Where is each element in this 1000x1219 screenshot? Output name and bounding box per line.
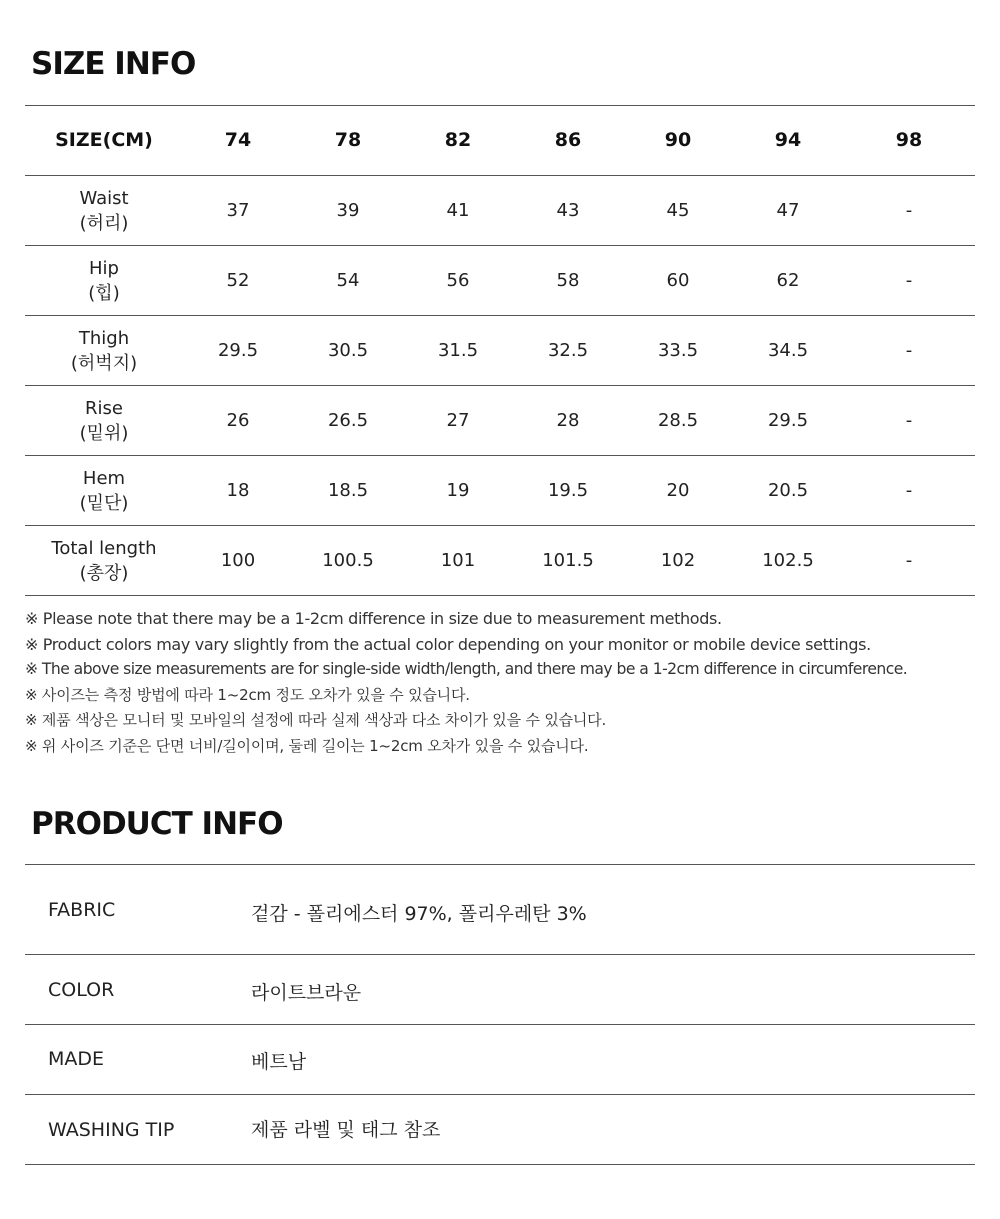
measurement-cell: 100.5 bbox=[293, 526, 403, 596]
table-row bbox=[25, 176, 975, 246]
measurement-cell: 19 bbox=[403, 456, 513, 526]
product-info-label: MADE bbox=[48, 1048, 105, 1070]
product-info-row-fabric bbox=[25, 865, 975, 955]
measurement-cell: 37 bbox=[183, 176, 293, 246]
measurement-cell: 28 bbox=[513, 386, 623, 456]
size-header-label: SIZE(CM) bbox=[25, 106, 183, 176]
row-label-ko: (밑단) bbox=[79, 492, 129, 514]
size-header-cell: 74 bbox=[183, 106, 293, 176]
product-info-value: 제품 라벨 및 태그 참조 bbox=[251, 1119, 441, 1141]
measurement-cell: 29.5 bbox=[183, 316, 293, 386]
product-info-row-washing-tip bbox=[25, 1095, 975, 1165]
measurement-cell: 41 bbox=[403, 176, 513, 246]
measurement-cell: 54 bbox=[293, 246, 403, 316]
measurement-cell: 19.5 bbox=[513, 456, 623, 526]
note-line: ※ Please note that there may be a 1-2cm difference in size due to measurement methods. bbox=[25, 609, 722, 628]
measurement-cell: 28.5 bbox=[623, 386, 733, 456]
measurement-cell: 34.5 bbox=[733, 316, 843, 386]
measurement-cell: - bbox=[843, 316, 975, 386]
note-line: ※ The above size measurements are for single-side width/length, and there may be a 1-2cm difference in circumference. bbox=[25, 660, 908, 678]
size-header-row bbox=[25, 106, 975, 176]
measurement-cell: - bbox=[843, 386, 975, 456]
measurement-cell: 27 bbox=[403, 386, 513, 456]
size-header-cell: 98 bbox=[843, 106, 975, 176]
note-line: ※ 사이즈는 측정 방법에 따라 1~2cm 정도 오차가 있을 수 있습니다. bbox=[25, 685, 470, 704]
size-header-cell: 78 bbox=[293, 106, 403, 176]
table-row bbox=[25, 386, 975, 456]
row-label-en: Total length bbox=[51, 537, 157, 559]
measurement-cell: 43 bbox=[513, 176, 623, 246]
measurement-cell: 18.5 bbox=[293, 456, 403, 526]
note-line: ※ Product colors may vary slightly from the actual color depending on your monitor or mobile device settings. bbox=[25, 634, 871, 654]
measurement-cell: - bbox=[843, 526, 975, 596]
product-info-title: PRODUCT INFO bbox=[31, 806, 283, 842]
measurement-cell: - bbox=[843, 176, 975, 246]
measurement-cell: - bbox=[843, 246, 975, 316]
product-info-label: COLOR bbox=[48, 979, 115, 1001]
size-header-cell: 94 bbox=[733, 106, 843, 176]
table-row bbox=[25, 456, 975, 526]
row-label-en: Hem bbox=[82, 467, 126, 489]
measurement-cell: 102 bbox=[623, 526, 733, 596]
row-label-ko: (허벅지) bbox=[70, 352, 138, 374]
measurement-cell: 60 bbox=[623, 246, 733, 316]
measurement-cell: 101.5 bbox=[513, 526, 623, 596]
measurement-cell: 26.5 bbox=[293, 386, 403, 456]
note-line: ※ 위 사이즈 기준은 단면 너비/길이이며, 둘레 길이는 1~2cm 오차가 있을 수 있습니다. bbox=[25, 736, 589, 755]
row-label bbox=[25, 316, 183, 386]
measurement-cell: 58 bbox=[513, 246, 623, 316]
size-header-cell: 90 bbox=[623, 106, 733, 176]
product-info-value: 겉감 - 폴리에스터 97%, 폴리우레탄 3% bbox=[251, 903, 587, 925]
measurement-cell: 20.5 bbox=[733, 456, 843, 526]
product-info-value: 베트남 bbox=[251, 1051, 307, 1073]
measurement-cell: 30.5 bbox=[293, 316, 403, 386]
row-label-en: Rise bbox=[85, 397, 123, 419]
measurement-cell: 29.5 bbox=[733, 386, 843, 456]
measurement-cell: 47 bbox=[733, 176, 843, 246]
measurement-cell: 20 bbox=[623, 456, 733, 526]
row-label-ko: (밑위) bbox=[79, 422, 129, 444]
measurement-cell: 62 bbox=[733, 246, 843, 316]
row-label bbox=[25, 246, 183, 316]
product-info-table bbox=[25, 864, 975, 1165]
measurement-cell: 26 bbox=[183, 386, 293, 456]
product-info-value: 라이트브라운 bbox=[251, 982, 362, 1004]
row-label-en: Thigh bbox=[78, 327, 130, 349]
row-label-en: Hip bbox=[89, 257, 119, 279]
table-row bbox=[25, 316, 975, 386]
product-info-row-color bbox=[25, 955, 975, 1025]
product-info-label: WASHING TIP bbox=[48, 1119, 175, 1141]
row-label bbox=[25, 456, 183, 526]
size-info-title: SIZE INFO bbox=[31, 46, 196, 82]
measurement-cell: 102.5 bbox=[733, 526, 843, 596]
row-label-ko: (허리) bbox=[79, 212, 129, 234]
size-header-cell: 86 bbox=[513, 106, 623, 176]
measurement-cell: 39 bbox=[293, 176, 403, 246]
measurement-cell: 100 bbox=[183, 526, 293, 596]
size-table bbox=[25, 105, 975, 596]
product-info-row-made bbox=[25, 1025, 975, 1095]
row-label-en: Waist bbox=[79, 187, 129, 209]
measurement-cell: - bbox=[843, 456, 975, 526]
measurement-cell: 56 bbox=[403, 246, 513, 316]
row-label bbox=[25, 386, 183, 456]
measurement-cell: 101 bbox=[403, 526, 513, 596]
row-label-ko: (총장) bbox=[79, 562, 129, 584]
size-notes bbox=[25, 606, 985, 759]
row-label bbox=[25, 526, 183, 596]
measurement-cell: 32.5 bbox=[513, 316, 623, 386]
row-label bbox=[25, 176, 183, 246]
note-line: ※ 제품 색상은 모니터 및 모바일의 설정에 따라 실제 색상과 다소 차이가 있을 수 있습니다. bbox=[25, 711, 607, 729]
table-row bbox=[25, 246, 975, 316]
measurement-cell: 33.5 bbox=[623, 316, 733, 386]
measurement-cell: 52 bbox=[183, 246, 293, 316]
measurement-cell: 31.5 bbox=[403, 316, 513, 386]
row-label-ko: (힙) bbox=[88, 282, 120, 304]
size-header-cell: 82 bbox=[403, 106, 513, 176]
product-info-label: FABRIC bbox=[48, 899, 116, 921]
measurement-cell: 18 bbox=[183, 456, 293, 526]
measurement-cell: 45 bbox=[623, 176, 733, 246]
table-row bbox=[25, 526, 975, 596]
